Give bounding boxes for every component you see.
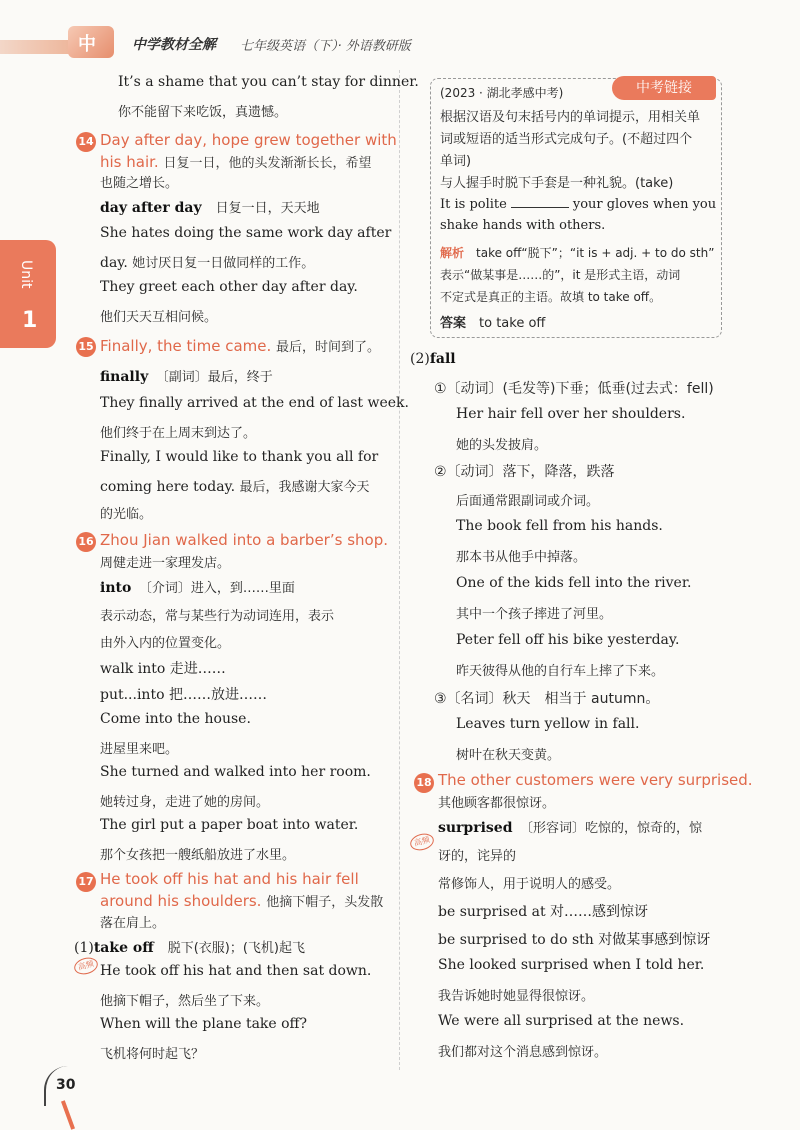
section-heading-16-zh: 周健走进一家理发店。 bbox=[100, 556, 231, 571]
phrase-entry: be surprised at 对……感到惊讶 bbox=[438, 904, 649, 920]
example-sentence: The book fell from his hands. bbox=[456, 518, 663, 534]
section-heading-16: Zhou Jian walked into a barber’s shop. bbox=[100, 531, 388, 549]
exam-question: It is polite your gloves when you bbox=[440, 197, 717, 212]
exam-instruction: 根据汉语及句末括号内的单词提示，用相关单 bbox=[440, 110, 701, 125]
analysis: 不定式是真正的主语。故填 to take off。 bbox=[440, 290, 662, 304]
example-sentence: She turned and walked into her room. bbox=[100, 764, 371, 780]
section-badge-16: 16 bbox=[76, 532, 96, 552]
column-divider bbox=[399, 70, 400, 1070]
section-heading-17-zh: 落在肩上。 bbox=[100, 916, 166, 931]
unit-number: 1 bbox=[22, 308, 38, 333]
high-frequency-stamp: 高频 bbox=[72, 955, 99, 977]
section-heading-14-cont: his hair. 日复一日，他的头发渐渐长长，希望 bbox=[100, 153, 372, 171]
example-sentence: coming here today. 最后，我感谢大家今天 bbox=[100, 479, 370, 495]
answer-blank[interactable] bbox=[511, 195, 569, 208]
section-badge-18: 18 bbox=[414, 773, 434, 793]
usage-note: 由外入内的位置变化。 bbox=[100, 636, 231, 651]
answer: 答案 to take off bbox=[440, 316, 546, 331]
example-sentence: Peter fell off his bike yesterday. bbox=[456, 632, 680, 648]
exam-instruction: 单词) bbox=[440, 154, 472, 169]
section-badge-15: 15 bbox=[76, 337, 96, 357]
book-logo: 中 bbox=[68, 26, 114, 58]
section-heading-18: The other customers were very surprised. bbox=[438, 771, 753, 789]
example-sentence: Her hair fell over her shoulders. bbox=[456, 406, 686, 422]
section-badge-14: 14 bbox=[76, 132, 96, 152]
usage-note: 常修饰人，用于说明人的感受。 bbox=[438, 877, 621, 892]
analysis: 解析 take off“脱下”；“it is + adj. + to do sth” bbox=[440, 246, 715, 260]
example-sentence: He took off his hat and then sat down. bbox=[100, 963, 372, 979]
example-sentence: Leaves turn yellow in fall. bbox=[456, 716, 640, 732]
page-number: 30 bbox=[56, 1077, 76, 1093]
exam-source: (2023 · 湖北孝感中考) bbox=[440, 86, 564, 100]
sense-entry: ①〔动词〕(毛发等)下垂；低垂(过去式：fell) bbox=[434, 381, 714, 397]
example-translation: 进屋里来吧。 bbox=[100, 742, 179, 757]
example-translation: 其中一个孩子摔进了河里。 bbox=[456, 607, 613, 622]
example-translation: 飞机将何时起飞？ bbox=[100, 1047, 205, 1062]
keyword-entry: into 〔介词〕进入，到……里面 bbox=[100, 580, 295, 596]
example-sentence: She hates doing the same work day after bbox=[100, 225, 392, 241]
phrase-entry: walk into 走进…… bbox=[100, 661, 226, 677]
high-frequency-stamp: 高频 bbox=[408, 831, 435, 853]
example-sentence: day. 她讨厌日复一日做同样的工作。 bbox=[100, 255, 315, 271]
keyword-entry: (1)take off 脱下(衣服)；(飞机)起飞 bbox=[74, 940, 305, 956]
section-heading-14: Day after day, hope grew together with bbox=[100, 131, 397, 149]
example-sentence: The girl put a paper boat into water. bbox=[100, 817, 359, 833]
example-sentence: They greet each other day after day. bbox=[100, 279, 358, 295]
example-translation: 那本书从他手中掉落。 bbox=[456, 550, 587, 565]
example-translation: 他们终于在上周末到达了。 bbox=[100, 426, 257, 441]
exam-prompt: 与人握手时脱下手套是一种礼貌。(take) bbox=[440, 176, 674, 191]
section-badge-17: 17 bbox=[76, 872, 96, 892]
example-translation: 你不能留下来吃饭，真遗憾。 bbox=[118, 105, 288, 120]
exam-instruction: 词或短语的适当形式完成句子。(不超过四个 bbox=[440, 132, 693, 147]
example-sentence: It’s a shame that you can’t stay for dinner. bbox=[118, 74, 419, 90]
example-sentence: Finally, I would like to thank you all for bbox=[100, 449, 379, 465]
keyword-entry: surprised 〔形容词〕吃惊的，惊奇的，惊 bbox=[438, 820, 703, 836]
example-sentence: They finally arrived at the end of last week. bbox=[100, 395, 409, 411]
sense-entry: ③〔名词〕秋天 相当于 autumn。 bbox=[434, 691, 660, 707]
keyword-entry: (2)fall bbox=[410, 351, 456, 367]
section-heading-15: Finally, the time came. 最后，时间到了。 bbox=[100, 337, 381, 355]
example-translation: 他们天天互相问候。 bbox=[100, 310, 218, 325]
example-translation: 他摘下帽子，然后坐了下来。 bbox=[100, 994, 270, 1009]
keyword-entry: finally 〔副词〕最后，终于 bbox=[100, 369, 273, 385]
keyword-entry: day after day 日复一日，天天地 bbox=[100, 200, 320, 216]
example-sentence: When will the plane take off? bbox=[100, 1016, 308, 1032]
book-subtitle: 七年级英语（下）· 外语教研版 bbox=[240, 39, 411, 54]
example-translation: 我们都对这个消息感到惊讶。 bbox=[438, 1045, 608, 1060]
example-translation: 昨天彼得从他的自行车上摔了下来。 bbox=[456, 664, 665, 679]
example-sentence: Come into the house. bbox=[100, 711, 251, 727]
book-title: 中学教材全解 bbox=[132, 37, 216, 53]
usage-note: 表示动态，常与某些行为动词连用，表示 bbox=[100, 609, 335, 624]
analysis: 表示“做某事是……的”，it 是形式主语，动词 bbox=[440, 268, 681, 282]
example-sentence: We were all surprised at the news. bbox=[438, 1013, 685, 1029]
usage-note: 后面通常跟副词或介词。 bbox=[456, 494, 600, 509]
example-translation: 树叶在秋天变黄。 bbox=[456, 748, 561, 763]
example-translation: 的光临。 bbox=[100, 507, 153, 522]
phrase-entry: be surprised to do sth 对做某事感到惊讶 bbox=[438, 932, 711, 948]
example-translation: 她的头发披肩。 bbox=[456, 438, 548, 453]
section-heading-17: He took off his hat and his hair fell bbox=[100, 870, 359, 888]
section-heading-14-zh: 也随之增长。 bbox=[100, 176, 179, 191]
section-heading-18-zh: 其他顾客都很惊讶。 bbox=[438, 796, 556, 811]
example-translation: 那个女孩把一艘纸船放进了水里。 bbox=[100, 848, 296, 863]
sense-entry: ②〔动词〕落下，降落，跌落 bbox=[434, 464, 615, 480]
exam-question: shake hands with others. bbox=[440, 218, 606, 233]
phrase-entry: put...into 把……放进…… bbox=[100, 687, 267, 703]
exam-link-tag: 中考链接 bbox=[612, 76, 716, 100]
section-heading-17-cont: around his shoulders. 他摘下帽子，头发散 bbox=[100, 892, 384, 910]
unit-tab bbox=[0, 240, 56, 348]
example-sentence: She looked surprised when I told her. bbox=[438, 957, 705, 973]
example-translation: 她转过身，走进了她的房间。 bbox=[100, 795, 270, 810]
keyword-entry-cont: 讶的，诧异的 bbox=[438, 849, 517, 864]
example-sentence: One of the kids fell into the river. bbox=[456, 575, 692, 591]
unit-label: Unit bbox=[18, 260, 34, 289]
example-translation: 我告诉她时她显得很惊讶。 bbox=[438, 989, 595, 1004]
